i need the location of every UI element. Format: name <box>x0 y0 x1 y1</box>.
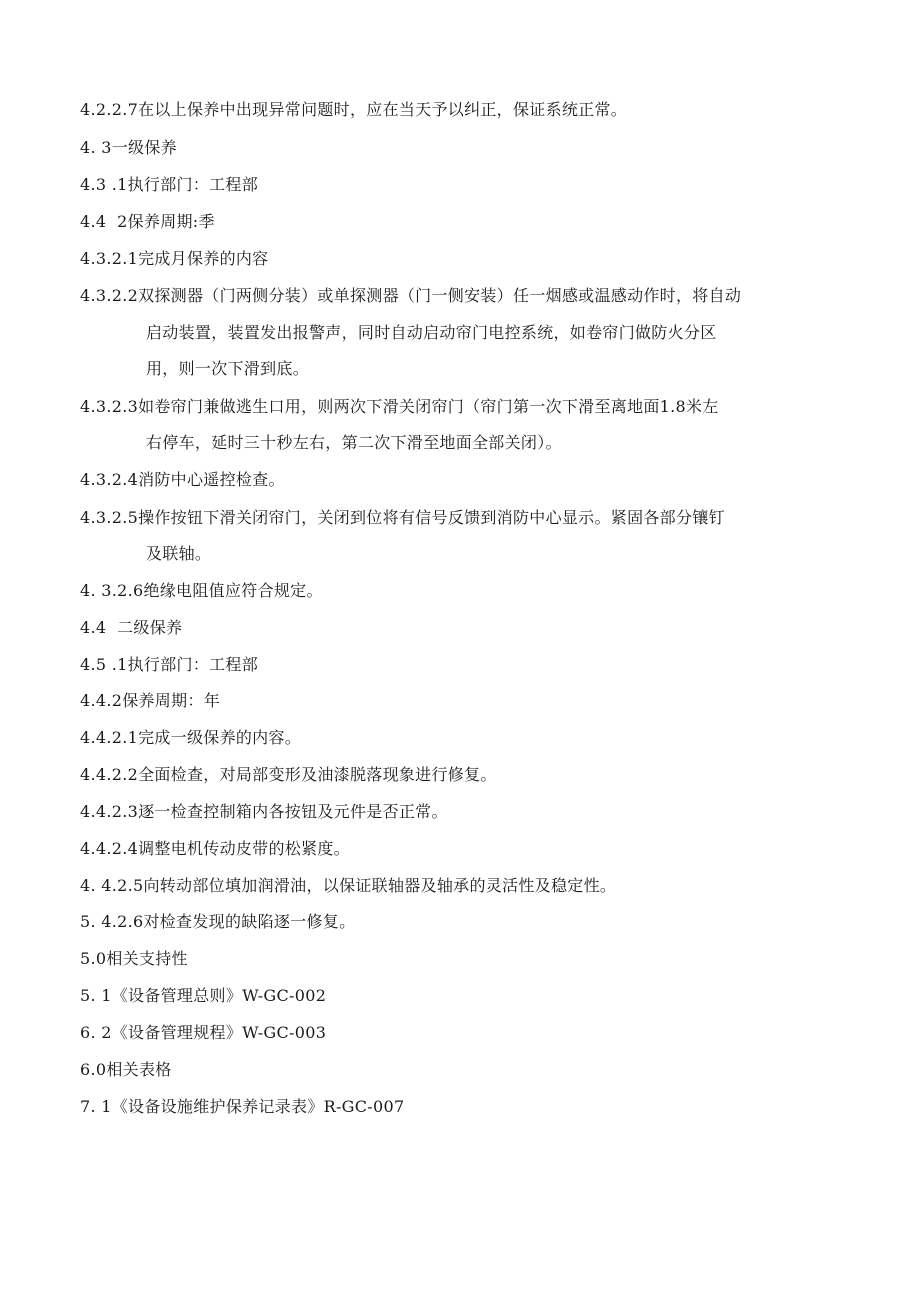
clause-maintenance-cycle: 4.4 2保养周期:季 <box>80 212 215 231</box>
clause-4-4-2-3: 4.4.2.3逐一检查控制箱内各按钮及元件是否正常。 <box>80 802 448 821</box>
clause-4-4-2-2: 4.4.2.2全面检查，对局部变形及油漆脱落现象进行修复。 <box>80 765 497 784</box>
heading-related-forms: 6.0相关表格 <box>80 1060 172 1079</box>
heading-level-2-maintenance: 4.4 二级保养 <box>80 618 183 637</box>
clause-4-4-2-5: 4. 4.2.5向转动部位填加润滑油，以保证联轴器及轴承的灵活性及稳定性。 <box>80 876 617 895</box>
reference-management-procedures: 6. 2《设备管理规程》W-GC-003 <box>80 1023 327 1042</box>
clause-4-3-2-4: 4.3.2.4消防中心遥控检查。 <box>80 470 285 489</box>
clause-4-4-2-4: 4.4.2.4调整电机传动皮带的松紧度。 <box>80 839 350 858</box>
clause-4-4-2: 4.4.2保养周期：年 <box>80 691 221 710</box>
clause-4-3-2-2-cont-1: 启动装置，装置发出报警声，同时自动启动帘门电控系统，如卷帘门做防火分区 <box>146 323 717 342</box>
clause-4-3-2-2: 4.3.2.2双探测器（门两侧分装）或单探测器（门一侧安装）任一烟感或温感动作时，将自动 <box>80 286 742 305</box>
reference-general-rules: 5. 1《设备管理总则》W-GC-002 <box>80 986 327 1005</box>
clause-4-3-2-6: 4. 3.2.6绝缘电阻值应符合规定。 <box>80 581 323 600</box>
clause-4-3-2-3-cont: 右停车，延时三十秒左右，第二次下滑至地面全部关闭）。 <box>146 433 562 452</box>
clause-4-3-2-2-cont-2: 用，则一次下滑到底。 <box>146 359 310 378</box>
clause-execution-dept-2: 4.5 .1执行部门：工程部 <box>80 655 258 674</box>
reference-maintenance-record-form: 7. 1《设备设施维护保养记录表》R-GC-007 <box>80 1097 405 1116</box>
heading-related-support: 5.0相关支持性 <box>80 949 188 968</box>
clause-execution-dept: 4.3 .1执行部门：工程部 <box>80 175 258 194</box>
clause-4-4-2-6: 5. 4.2.6对检查发现的缺陷逐一修复。 <box>80 912 356 931</box>
clause-4-4-2-1: 4.4.2.1完成一级保养的内容。 <box>80 728 302 747</box>
clause-4-3-2-1: 4.3.2.1完成月保养的内容 <box>80 249 269 268</box>
clause-4-3-2-3: 4.3.2.3如卷帘门兼做逃生口用，则两次下滑关闭帘门（帘门第一次下滑至离地面1.8米左 <box>80 397 719 416</box>
clause-4-2-2-7: 4.2.2.7在以上保养中出现异常问题时，应在当天予以纠正，保证系统正常。 <box>80 100 628 119</box>
clause-4-3-2-5-cont: 及联轴。 <box>146 544 212 563</box>
heading-level-1-maintenance: 4. 3一级保养 <box>80 138 177 157</box>
clause-4-3-2-5: 4.3.2.5操作按钮下滑关闭帘门，关闭到位将有信号反馈到消防中心显示。紧固各部分镶钉 <box>80 508 725 527</box>
